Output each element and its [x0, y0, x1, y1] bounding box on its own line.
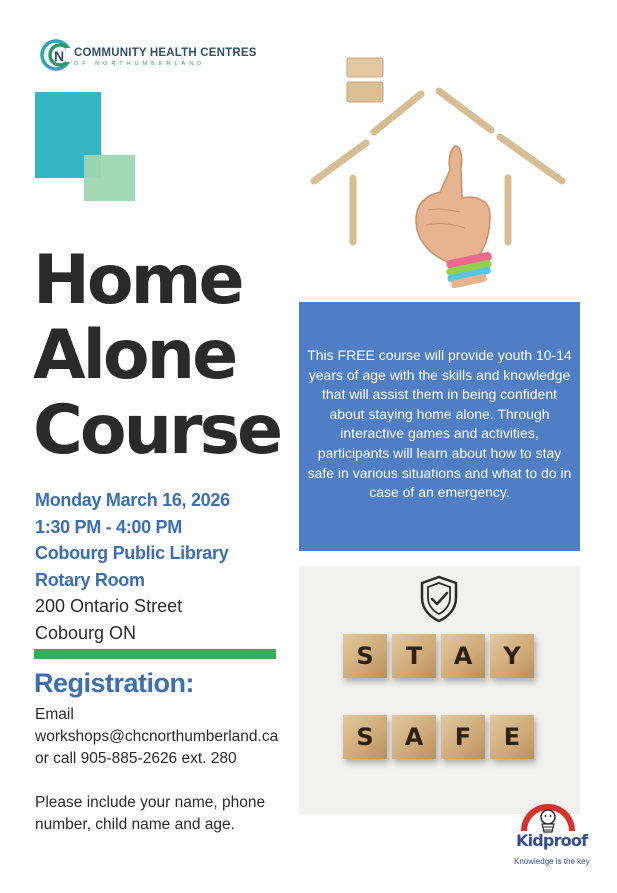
course-description-box — [299, 302, 580, 551]
kidproof-name: Kidproof — [516, 831, 588, 850]
kidproof-mascot-icon — [518, 793, 578, 833]
kidproof-logo — [510, 793, 598, 873]
block-t: T — [392, 634, 436, 678]
block-a-2: A — [392, 715, 436, 759]
block-s-2: S — [343, 715, 387, 759]
registration-phone: or call 905-885-2626 ext. 280 — [35, 750, 237, 767]
house-thumbs-up-image — [300, 50, 582, 295]
registration-email-label: Email — [35, 706, 74, 723]
divider-bar — [34, 649, 276, 659]
block-s-1: S — [343, 634, 387, 678]
course-description: This FREE course will provide youth 10-14 years of age with the skills and knowledge that will assist them in being confident about staying home alone. Through interactive games and activities, participants will learn about how to stay safe in various situations and what to do in case of an emergency. — [307, 347, 572, 501]
block-f: F — [441, 715, 485, 759]
stay-safe-photo — [299, 566, 580, 814]
event-time: 1:30 PM - 4:00 PM — [35, 516, 182, 537]
chc-logo — [40, 38, 260, 74]
chc-logo-icon — [40, 38, 74, 72]
event-date: Monday March 16, 2026 — [35, 490, 230, 510]
title-line-3: Course — [33, 391, 281, 470]
title-line-2: Alone — [33, 316, 236, 395]
decor-green-square — [84, 155, 135, 201]
registration-contact — [35, 704, 297, 770]
event-details — [35, 487, 295, 646]
event-venue: Cobourg Public Library — [35, 543, 229, 563]
logo-subtitle: OF NORTHUMBERLAND — [74, 61, 206, 67]
block-a-1: A — [441, 634, 485, 678]
kidproof-tagline: Knowledge is the key — [514, 857, 590, 866]
registration-note: Please include your name, phone number, child name and age. — [35, 794, 266, 833]
event-street: 200 Ontario Street — [35, 596, 183, 616]
registration-email[interactable]: workshops@chcnorthumberland.ca — [35, 728, 279, 745]
page-title — [33, 243, 303, 468]
svg-text:N: N — [54, 48, 65, 64]
shield-check-icon — [417, 574, 461, 624]
block-e: E — [490, 715, 534, 759]
block-y: Y — [490, 634, 534, 678]
event-city: Cobourg ON — [35, 622, 137, 643]
title-line-1: Home — [33, 241, 242, 320]
logo-title: COMMUNITY HEALTH CENTRES — [74, 47, 257, 59]
event-room: Rotary Room — [35, 569, 145, 590]
registration-heading: Registration: — [34, 668, 195, 698]
